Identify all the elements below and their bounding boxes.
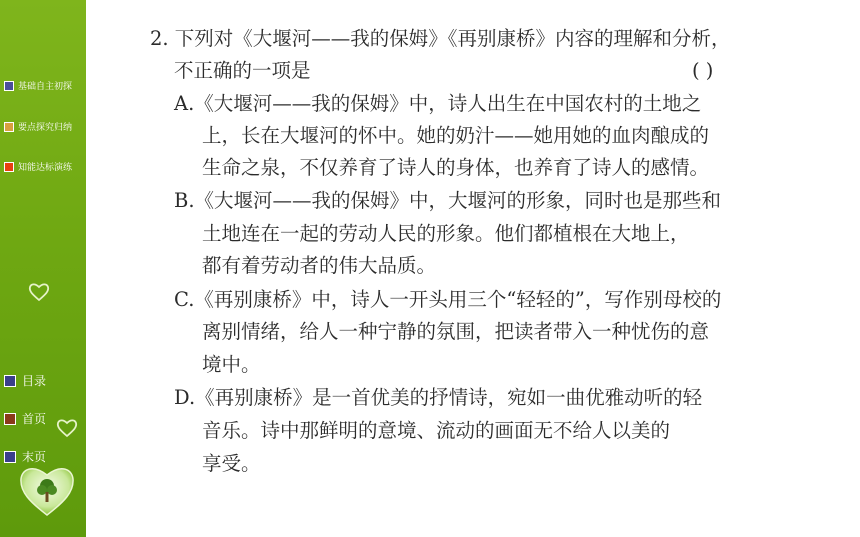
option-c: C.《再别康桥》中，诗人一开头用三个“轻轻的”，写作别母校的 — [174, 288, 722, 311]
option-d-line3: 享受。 — [202, 452, 261, 475]
question-stem: 2. 下列对《大堰河——我的保姆》《再别康桥》内容的理解和分析， — [150, 27, 731, 50]
option-b-line2: 土地连在一起的劳动人民的形象。他们都植根在大地上， — [202, 222, 690, 245]
option-c-line3: 境中。 — [202, 353, 261, 376]
question-stem-line2: 不正确的一项是 — [174, 59, 311, 82]
nav-item-label: 要点探究归纳 — [18, 123, 73, 133]
option-b-line3: 都有着劳动者的伟大品质。 — [202, 254, 437, 277]
option-b: B.《大堰河——我的保姆》中，大堰河的形象，同时也是那些和 — [174, 189, 722, 212]
nav-home-label: 首页 — [22, 412, 47, 426]
option-a-line3: 生命之泉，不仅养育了诗人的身体，也养育了诗人的感情。 — [202, 156, 710, 179]
option-d-line2: 音乐。诗中那鲜明的意境、流动的画面无不给人以美的 — [202, 419, 671, 442]
nav-item-label: 知能达标演练 — [18, 163, 73, 173]
option-a-line2: 上，长在大堰河的怀中。她的奶汁——她用她的血肉酿成的 — [202, 124, 710, 147]
nav-catalog-label: 目录 — [22, 374, 47, 388]
option-c-line2: 离别情绪，给人一种宁静的氛围，把读者带入一种忧伤的意 — [202, 320, 710, 343]
option-d: D.《再别康桥》是一首优美的抒情诗，宛如一曲优雅动听的轻 — [174, 386, 703, 409]
answer-blank: ( ) — [692, 59, 714, 82]
nav-last-page-label: 末页 — [22, 450, 47, 464]
nav-item-label: 基础自主初探 — [18, 82, 73, 92]
option-a: A.《大堰河——我的保姆》中，诗人出生在中国农村的土地之 — [174, 92, 702, 115]
